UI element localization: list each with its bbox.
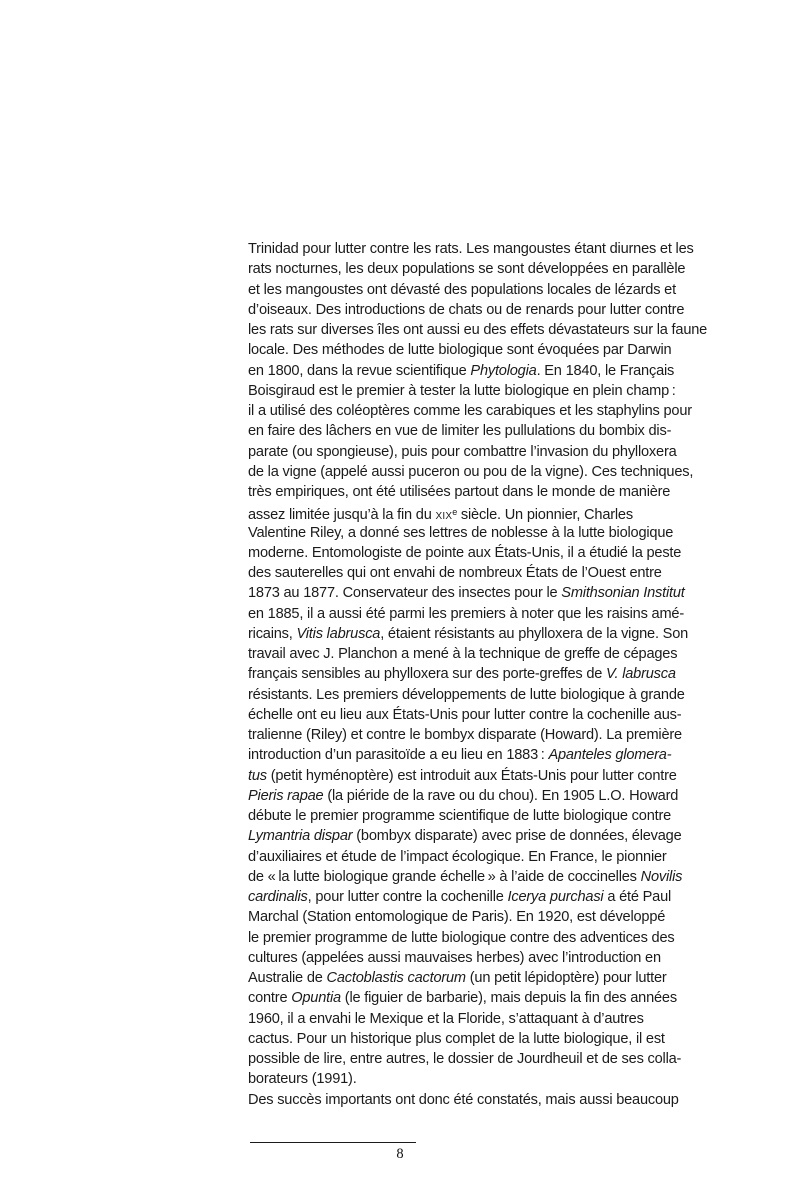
italic-term: tus [248, 767, 267, 784]
text-segment: échelle ont eu lieu aux États-Unis pour lutter contre la cochenille aus- [248, 706, 682, 723]
text-line [248, 563, 725, 583]
text-segment: Boisgiraud est le premier à tester la lutte biologique en plein champ : [248, 382, 676, 399]
text-line [248, 1090, 725, 1110]
text-segment: en 1885, il a aussi été parmi les premiers à noter que les raisins amé- [248, 605, 684, 622]
text-line [248, 928, 725, 948]
italic-term: Novilis [640, 868, 683, 885]
text-segment: les rats sur diverses îles ont aussi eu des effets dévastateurs sur la faune [248, 322, 708, 338]
text-segment: Australie de [248, 970, 327, 986]
text-line [248, 887, 725, 907]
text-segment: débute le premier programme scientifique de lutte biologique contre [248, 808, 672, 824]
text-segment: a été Paul [603, 889, 672, 905]
text-segment: , étaient résistants au phylloxera de la vigne. Son [380, 625, 689, 642]
text-segment: travail avec J. Planchon a mené à la technique de greffe de cépages [248, 646, 678, 662]
text-segment: Marchal (Station entomologique de Paris). En 1920, est développé [248, 909, 666, 926]
text-line [248, 685, 725, 705]
text-line [248, 725, 725, 745]
text-line [248, 806, 725, 826]
text-segment: siècle. Un pionnier, Charles [457, 507, 633, 524]
text-segment: introduction d’un parasitoïde a eu lieu en 1883 : [248, 747, 549, 764]
text-segment: très empiriques, ont été utilisées partout dans le monde de manière [248, 484, 671, 500]
text-line [248, 340, 725, 360]
text-segment: cultures (appelées aussi mauvaises herbes) avec l’introduction en [248, 949, 661, 966]
italic-term: Phytologia [470, 362, 537, 379]
text-segment: français sensibles au phylloxera sur des porte-greffes de [248, 666, 607, 683]
text-segment: Trinidad pour lutter contre les rats. Les mangoustes étant diurnes et les [248, 241, 694, 257]
text-segment: tralienne (Riley) et contre le bombyx disparate (Howard). La première [248, 727, 682, 743]
text-segment: 1873 au 1877. Conservateur des insectes pour le [248, 585, 562, 602]
text-segment: d’oiseaux. Des introductions de chats ou de renards pour lutter contre [248, 301, 685, 318]
text-line [248, 442, 725, 462]
text-segment: en 1800, dans la revue scientifique [248, 362, 471, 379]
text-line [248, 1029, 725, 1049]
text-segment: possible de lire, entre autres, le dossier de Jourdheuil et de ses colla- [248, 1051, 682, 1067]
text-line [248, 644, 725, 664]
text-segment: borateurs (1991). [248, 1071, 357, 1088]
text-line [248, 624, 725, 644]
text-line [248, 847, 725, 867]
text-segment: 1960, il a envahi le Mexique et la Floride, s’attaquant à d’autres [248, 1010, 644, 1027]
text-line [248, 401, 725, 421]
text-segment: résistants. Les premiers développements de lutte biologique à grande [248, 686, 685, 703]
text-segment: de « la lutte biologique grande échelle » à l’aide de coccinelles [248, 868, 641, 885]
text-segment: (bombyx disparate) avec prise de données, élevage [352, 828, 682, 845]
text-line [248, 421, 725, 441]
text-segment: contre [248, 990, 292, 1007]
text-line [248, 826, 725, 846]
text-segment: de la vigne (appelé aussi puceron ou pou de la vigne). Ces techniques, [248, 463, 694, 480]
text-line [248, 543, 725, 563]
text-line [248, 948, 725, 968]
text-line [248, 786, 725, 806]
text-segment: (petit hyménoptère) est introduit aux États-Unis pour lutter contre [266, 767, 677, 784]
text-line [248, 259, 725, 279]
text-line [248, 705, 725, 725]
text-line [248, 482, 725, 502]
text-line [248, 300, 725, 320]
text-line [248, 280, 725, 300]
text-line [248, 462, 725, 482]
italic-term: Pieris rapae [248, 787, 324, 804]
text-line [248, 502, 725, 522]
text-line [248, 968, 725, 988]
text-line [248, 1069, 725, 1089]
text-segment: en faire des lâchers en vue de limiter les pullulations du bombix dis- [248, 423, 672, 440]
text-line [248, 583, 725, 603]
text-segment: , pour lutter contre la cochenille [307, 889, 508, 905]
text-line [248, 664, 725, 684]
text-line [248, 1009, 725, 1029]
text-line [248, 907, 725, 927]
text-segment: moderne. Entomologiste de pointe aux États-Unis, il a étudié la peste [248, 544, 682, 561]
text-segment: (la piéride de la rave ou du chou). En 1905 L.O. Howard [323, 787, 679, 804]
text-segment: parate (ou spongieuse), puis pour combattre l’invasion du phylloxera [248, 443, 677, 460]
italic-term: Icerya purchasi [507, 889, 604, 905]
text-segment: cactus. Pour un historique plus complet de la lutte biologique, il est [248, 1030, 665, 1047]
text-segment: des sauterelles qui ont envahi de nombreux États de l’Ouest entre [248, 565, 662, 581]
italic-term: Cactoblastis cactorum [326, 970, 466, 986]
text-segment: rats nocturnes, les deux populations se sont développées en parallèle [248, 261, 686, 278]
text-segment: il a utilisé des coléoptères comme les carabiques et les staphylins pour [248, 403, 692, 419]
text-line [248, 1049, 725, 1069]
footer-rule [250, 1142, 416, 1143]
text-line [248, 867, 725, 887]
italic-term: V. labrusca [606, 666, 676, 683]
text-line [248, 604, 725, 624]
italic-term: Apanteles glomera- [548, 747, 672, 764]
text-segment: (le figuier de barbarie), mais depuis la fin des années [340, 990, 677, 1007]
text-segment: d’auxiliaires et étude de l’impact écologique. En France, le pionnier [248, 848, 667, 865]
text-segment: Des succès importants ont donc été constatés, mais aussi beaucoup [248, 1091, 679, 1108]
text-line [248, 988, 725, 1008]
text-line [248, 320, 725, 340]
body-text [248, 239, 725, 1110]
italic-term: Vitis labrusca [296, 625, 381, 642]
text-line [248, 239, 725, 259]
superscript: e [452, 507, 458, 518]
text-line [248, 523, 725, 543]
text-segment: locale. Des méthodes de lutte biologique sont évoquées par Darwin [248, 342, 672, 359]
small-caps-roman-numeral: xix [435, 507, 453, 524]
italic-term: cardinalis [248, 889, 308, 905]
italic-term: Lymantria dispar [248, 828, 353, 845]
text-segment: ricains, [248, 625, 297, 642]
text-segment: (un petit lépidoptère) pour lutter [465, 970, 667, 986]
text-line [248, 766, 725, 786]
text-segment: le premier programme de lutte biologique contre des adventices des [248, 929, 675, 946]
page-number: 8 [396, 1146, 404, 1162]
text-line [248, 361, 725, 381]
text-line [248, 745, 725, 765]
text-segment: Valentine Riley, a donné ses lettres de noblesse à la lutte biologique [248, 524, 674, 541]
italic-term: Smithsonian Institut [561, 585, 685, 602]
text-segment: assez limitée jusqu’à la fin du [248, 507, 436, 524]
italic-term: Opuntia [291, 990, 341, 1007]
text-segment: et les mangoustes ont dévasté des populations locales de lézards et [248, 281, 676, 298]
text-line [248, 381, 725, 401]
text-segment: . En 1840, le Français [536, 362, 675, 379]
